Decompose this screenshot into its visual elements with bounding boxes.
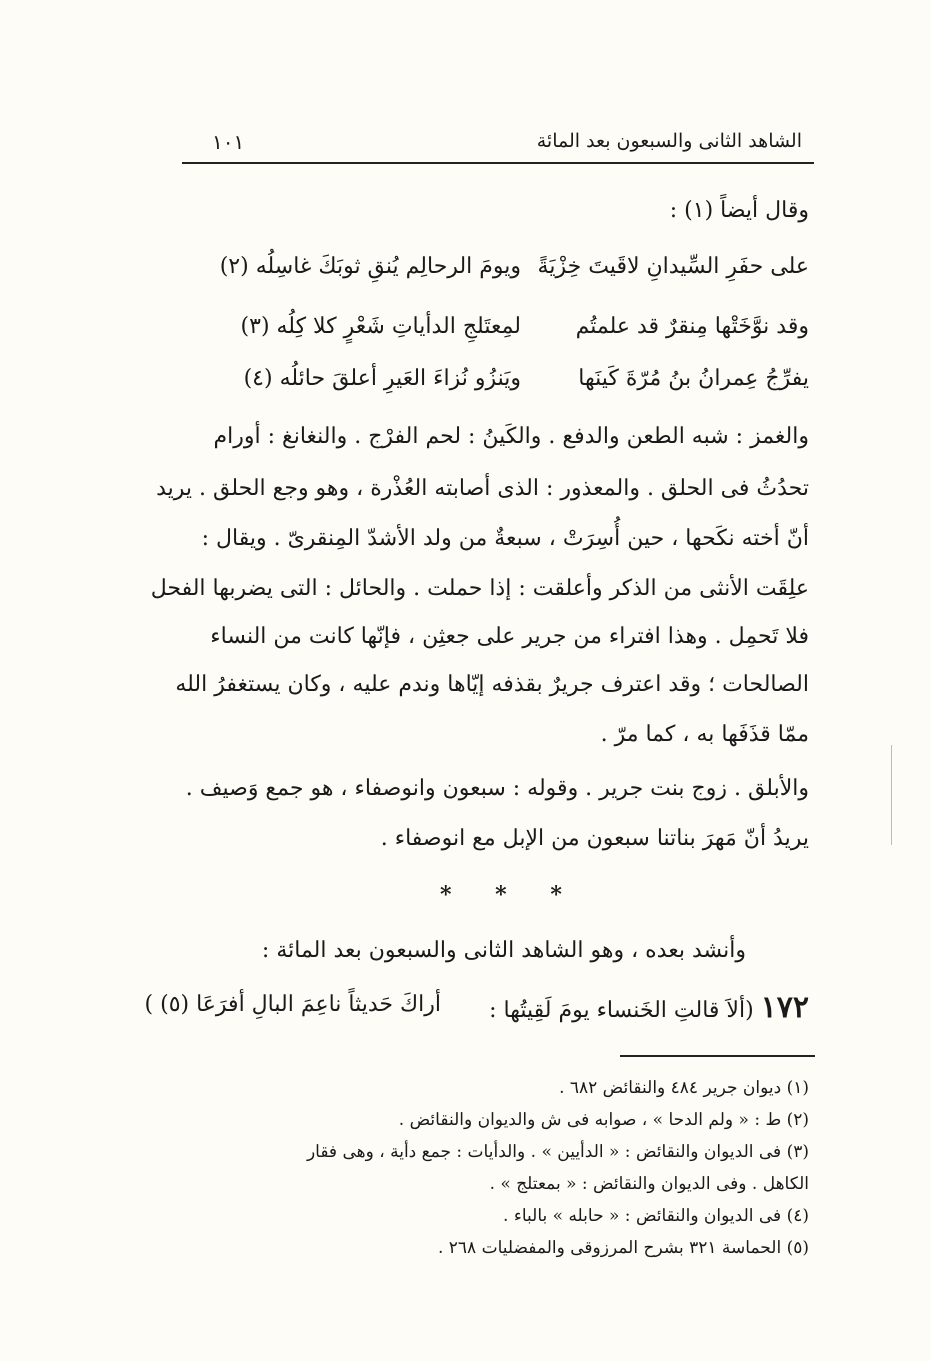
verse-1-first-hemistich: على حفَرِ السِّيدانِ لاقَيتَ خِزْيَةً [537,254,809,279]
verse-2-first-hemistich: وقد نوَّخَتْها مِنقرٌ قد علمتُم [575,314,809,339]
verse-2-second-hemistich: لمِعتَلجِ الدأياتِ شَعْرٍ كلا كِلُه (٣) [240,314,521,339]
commentary-line: أنّ أخته نكَحها ، حين أُسِرَتْ ، سبعةٌ من ولد الأشدّ المِنقرىّ . ويقال : [201,526,809,551]
commentary-line: تحدُثُ فى الحلق . والمعذور : الذى أصابته العُذْرة ، وهو وجع الحلق . يريد [156,476,809,501]
verse-number: ١٧٢ [760,990,809,1025]
footnote: (١) ديوان جرير ٤٨٤ والنقائض ٦٨٢ . [559,1078,809,1098]
section-separator: * * * [440,882,580,908]
verse-3-first-hemistich: يفرِّجُ عِمرانُ بنُ مُرّةَ كَينَها [578,366,809,391]
commentary-line: الصالحات ؛ وقد اعترف جريرٌ بقذفه إيّاها وندم عليه ، وكان يستغفرُ الله [175,672,809,697]
next-intro: وأنشد بعده ، وهو الشاهد الثانى والسبعون بعد المائة : [261,938,746,963]
commentary-line: علِقَت الأنثى من الذكر وأعلقت : إذا حملت . والحائل : التى يضربها الفحل [150,576,809,601]
verse-172-second-hemistich: أراكَ حَديثاً ناعِمَ البالِ أفرَعَا (٥) ) [144,992,441,1017]
footnote: الكاهل . وفى الديوان والنقائض : « بمعتلج » . [489,1174,809,1194]
page-number: ١٠١ [212,130,245,154]
commentary-line: فلا تَحمِل . وهذا افتراء من جرير على جعثِن ، فإنّها كانت من النساء [210,624,809,649]
verse-172 [489,990,809,1025]
intro-line: وقال أيضاً (١) : [669,198,809,223]
page-header [182,126,814,164]
footnote: (٤) فى الديوان والنقائض : « حابله » بالباء . [503,1206,809,1226]
verse-3-second-hemistich: ويَنزُو نُزاءَ العَيرِ أعلقَ حائلُه (٤) [243,366,521,391]
running-title: الشاهد الثانى والسبعون بعد المائة [536,130,802,152]
margin-mark [891,745,893,845]
commentary-line: ممّا قذَفَها به ، كما مرّ . [600,722,809,747]
commentary-line: والغمز : شبه الطعن والدفع . والكَينُ : لحم الفرْج . والنغانغ : أورام [213,424,809,449]
verse-172-first-hemistich: (ألاَ قالتِ الخَنساء يومَ لَقِيتُها : [489,998,754,1023]
commentary2-line: والأبلق . زوج بنت جرير . وقوله : سبعون وانوصفاء ، هو جمع وَصيف . [185,776,809,801]
verse-1-second-hemistich: ويومَ الرحالِم يُنقِ ثوبَكَ غاسِلُه (٢) [219,254,521,279]
footnote-rule [620,1055,815,1057]
commentary2-line: يريدُ أنّ مَهرَ بناتنا سبعون من الإبل مع انوصفاء . [380,826,809,851]
footnote: (٥) الحماسة ٣٢١ بشرح المرزوقى والمفضليات ٢٦٨ . [437,1238,809,1258]
footnote: (٣) فى الديوان والنقائض : « الدأيين » . والدأيات : جمع دأية ، وهى فقار [306,1142,809,1162]
footnote: (٢) ط : « ولم الدحا » ، صوابه فى ش والديوان والنقائض . [398,1110,809,1130]
